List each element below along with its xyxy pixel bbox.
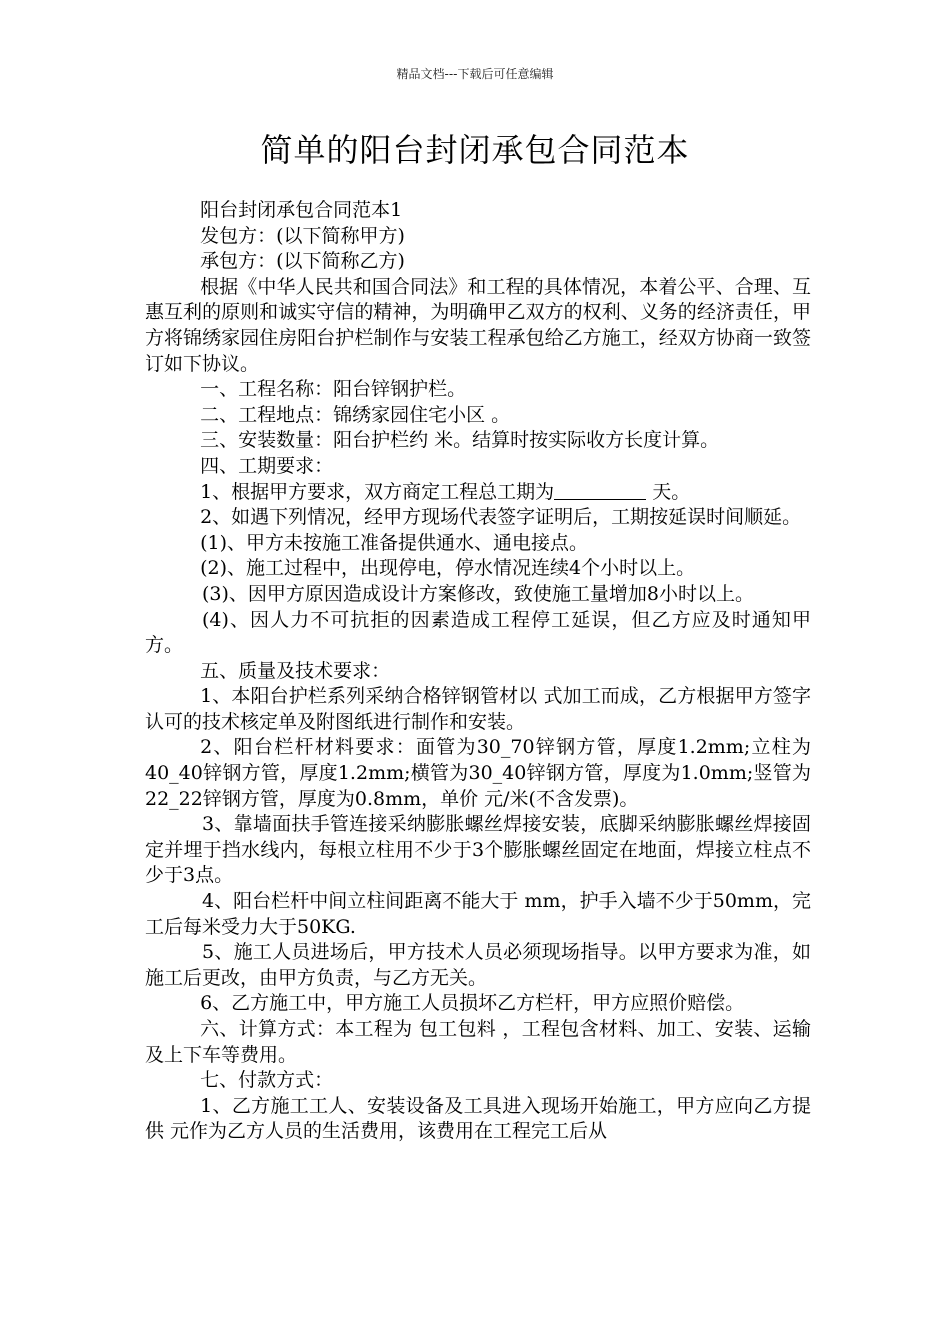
paragraph: 六、计算方式：本工程为 包工包料 ，工程包含材料、加工、安装、运输及上下车等费用。 [145, 1018, 811, 1066]
paragraph: 三、安装数量：阳台护栏约 米。结算时按实际收方长度计算。 [200, 429, 720, 452]
header-watermark: 精品文档---下载后可任意编辑 [396, 67, 554, 81]
paragraph: 根据《中华人民共和国合同法》和工程的具体情况，本着公平、合理、互惠互利的原则和诚实守信的精神，为明确甲乙双方的权利、义务的经济责任，甲方将锦绣家园住房阳台护栏制作与安装工程承包给乙方施工，经双方协商一致签订如下协议。 [145, 275, 811, 375]
paragraph: 4、阳台栏杆中间立柱间距离不能大于 mm，护手入墙不少于50mm，完工后每米受力大于50KG. [145, 890, 811, 938]
paragraph: (4)、因人力不可抗拒的因素造成工程停工延误，但乙方应及时通知甲方。 [145, 608, 811, 657]
paragraph: 七、付款方式： [200, 1069, 334, 1092]
paragraph: 四、工期要求： [200, 454, 334, 477]
paragraph: 5、施工人员进场后，甲方技术人员必须现场指导。以甲方要求为准，如施工后更改，由甲方负责，与乙方无关。 [145, 941, 811, 989]
paragraph: 发包方：(以下简称甲方) [200, 224, 405, 247]
document-body [145, 198, 811, 1145]
paragraph: 1、乙方施工工人、安装设备及工具进入现场开始施工，甲方应向乙方提供 元作为乙方人员的生活费用，该费用在工程完工后从 [145, 1094, 811, 1143]
paragraph: 1、本阳台护栏系列采纳合格锌钢管材以 式加工而成，乙方根据甲方签字认可的技术核定单及附图纸进行制作和安装。 [145, 685, 811, 733]
paragraph: (1)、甲方未按施工准备提供通水、通电接点。 [200, 531, 589, 554]
paragraph [145, 480, 811, 506]
paragraph: (3)、因甲方原因造成设计方案修改，致使施工量增加8小时以上。 [202, 582, 755, 605]
paragraph: 2、如遇下列情况，经甲方现场代表签字证明后，工期按延误时间顺延。 [200, 506, 802, 529]
paragraph: (2)、施工过程中，出现停电，停水情况连续4个小时以上。 [200, 557, 696, 580]
paragraph: 阳台封闭承包合同范本1 [200, 199, 403, 221]
paragraph: 3、靠墙面扶手管连接采纳膨胀螺丝焊接安装，底脚采纳膨胀螺丝焊接固定并埋于挡水线内，每根立柱用不少于3个膨胀螺丝固定在地面，焊接立柱点不少于3点。 [145, 813, 811, 887]
paragraph: 2、阳台栏杆材料要求：面管为30_70锌钢方管，厚度1.2mm;立柱为 40_40锌钢方管，厚度1.2mm;横管为30_40锌钢方管，厚度为1.0mm;竖管为22_22锌钢方管，厚度为0.8mm，单价 元/米(不含发票)。 [145, 736, 811, 810]
paragraph: 承包方：(以下简称乙方) [200, 250, 405, 273]
document-title: 简单的阳台封闭承包合同范本 [260, 131, 690, 169]
blank-line [554, 481, 646, 500]
paragraph: 五、质量及技术要求： [200, 659, 391, 682]
paragraph: 6、乙方施工中，甲方施工人员损坏乙方栏杆，甲方应照价赔偿。 [200, 992, 745, 1015]
paragraph-text: 1、根据甲方要求，双方商定工程总工期为 [200, 480, 555, 503]
paragraph: 二、工程地点：锦绣家园住宅小区 。 [200, 403, 511, 426]
paragraph-text: 天。 [652, 480, 691, 503]
paragraph: 一、工程名称：阳台锌钢护栏。 [200, 378, 467, 401]
